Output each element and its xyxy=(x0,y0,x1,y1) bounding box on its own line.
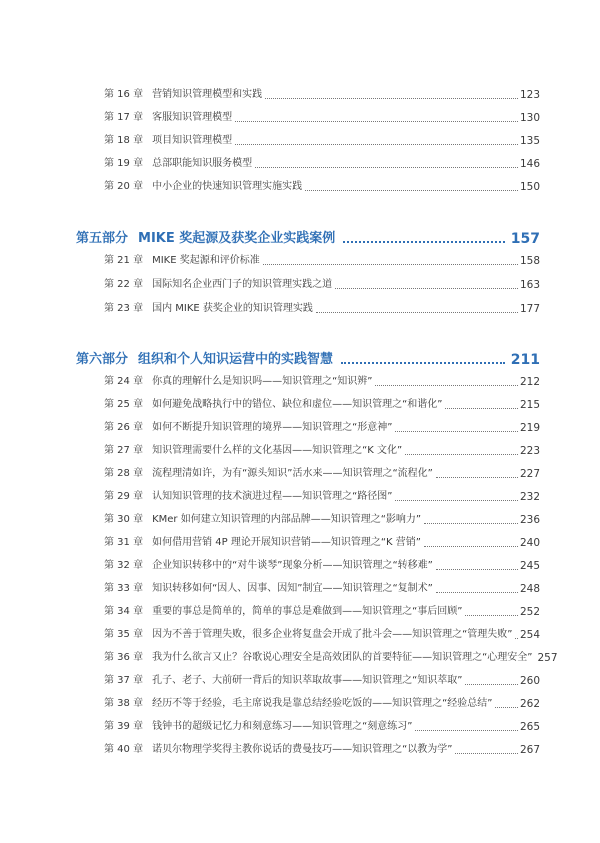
chapter-title: 知识管理需要什么样的文化基因——知识管理之“K 文化” xyxy=(152,445,403,456)
part-heading[interactable] xyxy=(76,228,540,248)
page-number: 146 xyxy=(519,158,540,170)
page-number: 223 xyxy=(519,445,540,457)
part-label: 第六部分 xyxy=(76,352,129,367)
chapter-title: 如何避免战略执行中的错位、缺位和虚位——知识管理之“和谐化” xyxy=(152,399,443,410)
page-number: 212 xyxy=(519,376,540,388)
chapter-number: 第 35 章 xyxy=(104,629,144,640)
page-number: 267 xyxy=(519,744,540,756)
dot-leader xyxy=(455,753,517,754)
dot-leader xyxy=(316,312,518,313)
toc-entry[interactable] xyxy=(104,557,540,573)
chapter-title: 孔子、老子、大前研一背后的知识萃取故事——知识管理之“知识萃取” xyxy=(152,675,463,686)
chapter-number: 第 17 章 xyxy=(104,112,144,123)
chapter-number: 第 25 章 xyxy=(104,399,144,410)
chapter-title: 因为不善于管理失败，很多企业将复盘会开成了批斗会——知识管理之“管理失败” xyxy=(152,629,513,640)
chapter-number: 第 18 章 xyxy=(104,135,144,146)
dot-leader xyxy=(235,144,518,145)
toc-entry[interactable] xyxy=(104,419,540,435)
dot-leader xyxy=(436,569,518,570)
chapter-title: 中小企业的快速知识管理实施实践 xyxy=(152,181,303,192)
part-heading[interactable] xyxy=(76,349,540,369)
dot-leader xyxy=(415,730,517,731)
chapter-number: 第 27 章 xyxy=(104,445,144,456)
page-number: 262 xyxy=(519,698,540,710)
toc-entry[interactable] xyxy=(104,488,540,504)
dot-leader xyxy=(465,684,517,685)
chapter-number: 第 16 章 xyxy=(104,89,144,100)
chapter-title: 你真的理解什么是知识吗——知识管理之“知识辨” xyxy=(152,376,373,387)
dot-leader xyxy=(495,707,517,708)
toc-entry[interactable] xyxy=(104,649,558,665)
page-number: 257 xyxy=(537,652,558,664)
toc-entry[interactable] xyxy=(104,109,540,125)
toc-entry[interactable] xyxy=(104,534,540,550)
dot-leader xyxy=(424,546,518,547)
chapter-number: 第 20 章 xyxy=(104,181,144,192)
toc-entry[interactable] xyxy=(104,300,540,316)
chapter-title: 重要的事总是简单的，简单的事总是难做到——知识管理之“事后回顾” xyxy=(152,606,463,617)
chapter-number: 第 22 章 xyxy=(104,279,144,290)
toc-entry[interactable] xyxy=(104,373,540,389)
dot-leader xyxy=(375,385,517,386)
dot-leader xyxy=(405,454,518,455)
page-number: 254 xyxy=(519,629,540,641)
chapter-number: 第 29 章 xyxy=(104,491,144,502)
page-number: 215 xyxy=(519,399,540,411)
chapter-number: 第 26 章 xyxy=(104,422,144,433)
chapter-title: 国内 MIKE 获奖企业的知识管理实践 xyxy=(152,303,313,314)
chapter-title: 营销知识管理模型和实践 xyxy=(152,89,263,100)
page-number: 130 xyxy=(519,112,540,124)
chapter-title: 诺贝尔物理学奖得主教你说话的费曼技巧——知识管理之“以教为学” xyxy=(152,744,453,755)
page-number: 123 xyxy=(519,89,540,101)
toc-entry[interactable] xyxy=(104,178,540,194)
chapter-number: 第 34 章 xyxy=(104,606,144,617)
chapter-number: 第 23 章 xyxy=(104,303,144,314)
chapter-number: 第 21 章 xyxy=(104,255,144,266)
dot-leader xyxy=(424,523,518,524)
chapter-number: 第 32 章 xyxy=(104,560,144,571)
dot-leader xyxy=(305,190,518,191)
chapter-title: 客服知识管理模型 xyxy=(152,112,233,123)
page-number: 236 xyxy=(519,514,540,526)
chapter-title: 总部职能知识服务模型 xyxy=(152,158,253,169)
page-number: 211 xyxy=(510,352,540,368)
chapter-title: 如何借用营销 4P 理论开展知识营销——知识管理之“K 营销” xyxy=(152,537,421,548)
toc-entry[interactable] xyxy=(104,396,540,412)
dot-leader xyxy=(235,121,518,122)
page-number: 135 xyxy=(519,135,540,147)
dot-leader xyxy=(341,362,505,364)
chapter-number: 第 31 章 xyxy=(104,537,144,548)
chapter-title: 企业知识转移中的“对牛谈琴”现象分析——知识管理之“转移难” xyxy=(152,560,433,571)
chapter-title: KMer 如何建立知识管理的内部品牌——知识管理之“影响力” xyxy=(152,514,422,525)
part-title: MIKE 奖起源及获奖企业实践案例 xyxy=(138,231,336,246)
toc-entry[interactable] xyxy=(104,276,540,292)
part-title: 组织和个人知识运营中的实践智慧 xyxy=(138,352,334,367)
chapter-number: 第 38 章 xyxy=(104,698,144,709)
dot-leader xyxy=(445,408,517,409)
page-number: 227 xyxy=(519,468,540,480)
chapter-title: 流程理清如许，为有“源头知识”活水来——知识管理之“流程化” xyxy=(152,468,433,479)
dot-leader xyxy=(395,500,517,501)
chapter-number: 第 33 章 xyxy=(104,583,144,594)
toc-entry[interactable] xyxy=(104,603,540,619)
chapter-number: 第 19 章 xyxy=(104,158,144,169)
chapter-number: 第 40 章 xyxy=(104,744,144,755)
dot-leader xyxy=(335,288,518,289)
page-number: 150 xyxy=(519,181,540,193)
toc-entry[interactable] xyxy=(104,86,540,102)
page-number: 158 xyxy=(519,255,540,267)
dot-leader xyxy=(465,615,517,616)
page-number: 245 xyxy=(519,560,540,572)
chapter-number: 第 36 章 xyxy=(104,652,144,663)
chapter-title: 知识转移如何“因人、因事、因知”制宜——知识管理之“复制术” xyxy=(152,583,433,594)
toc-entry[interactable] xyxy=(104,626,540,642)
chapter-title: 如何不断提升知识管理的境界——知识管理之“形意神” xyxy=(152,422,393,433)
page-number: 248 xyxy=(519,583,540,595)
chapter-title: 经历不等于经验，毛主席说我是靠总结经验吃饭的——知识管理之“经验总结” xyxy=(152,698,493,709)
chapter-number: 第 24 章 xyxy=(104,376,144,387)
toc-entry[interactable] xyxy=(104,741,540,757)
toc-entry[interactable] xyxy=(104,672,540,688)
toc-entry[interactable] xyxy=(104,695,540,711)
toc-entry[interactable] xyxy=(104,132,540,148)
page-number: 232 xyxy=(519,491,540,503)
chapter-title: 钱钟书的超级记忆力和刻意练习——知识管理之“刻意练习” xyxy=(152,721,413,732)
part-label: 第五部分 xyxy=(76,231,129,246)
toc-entry[interactable] xyxy=(104,580,540,596)
toc-entry[interactable] xyxy=(104,718,540,734)
chapter-number: 第 39 章 xyxy=(104,721,144,732)
page-number: 157 xyxy=(510,231,540,247)
dot-leader xyxy=(436,477,518,478)
chapter-title: MIKE 奖起源和评价标准 xyxy=(152,255,260,266)
page-number: 252 xyxy=(519,606,540,618)
dot-leader xyxy=(265,98,518,99)
page-number: 265 xyxy=(519,721,540,733)
page-number: 260 xyxy=(519,675,540,687)
page-number: 240 xyxy=(519,537,540,549)
toc-entry[interactable] xyxy=(104,442,540,458)
chapter-title: 国际知名企业西门子的知识管理实践之道 xyxy=(152,279,333,290)
dot-leader xyxy=(515,638,517,639)
chapter-number: 第 28 章 xyxy=(104,468,144,479)
page-number: 219 xyxy=(519,422,540,434)
page-number: 177 xyxy=(519,303,540,315)
chapter-number: 第 37 章 xyxy=(104,675,144,686)
toc-entry[interactable] xyxy=(104,465,540,481)
chapter-title: 我为什么欲言又止？谷歌说心理安全是高效团队的首要特征——知识管理之“心理安全” xyxy=(152,652,533,663)
chapter-title: 认知知识管理的技术演进过程——知识管理之“路径图” xyxy=(152,491,393,502)
page-number: 163 xyxy=(519,279,540,291)
dot-leader xyxy=(263,264,518,265)
toc-entry[interactable] xyxy=(104,155,540,171)
chapter-title: 项目知识管理模型 xyxy=(152,135,233,146)
toc-entry[interactable] xyxy=(104,511,540,527)
dot-leader xyxy=(343,241,504,243)
toc-entry[interactable] xyxy=(104,252,540,268)
dot-leader xyxy=(436,592,518,593)
dot-leader xyxy=(255,167,518,168)
chapter-number: 第 30 章 xyxy=(104,514,144,525)
dot-leader xyxy=(395,431,517,432)
